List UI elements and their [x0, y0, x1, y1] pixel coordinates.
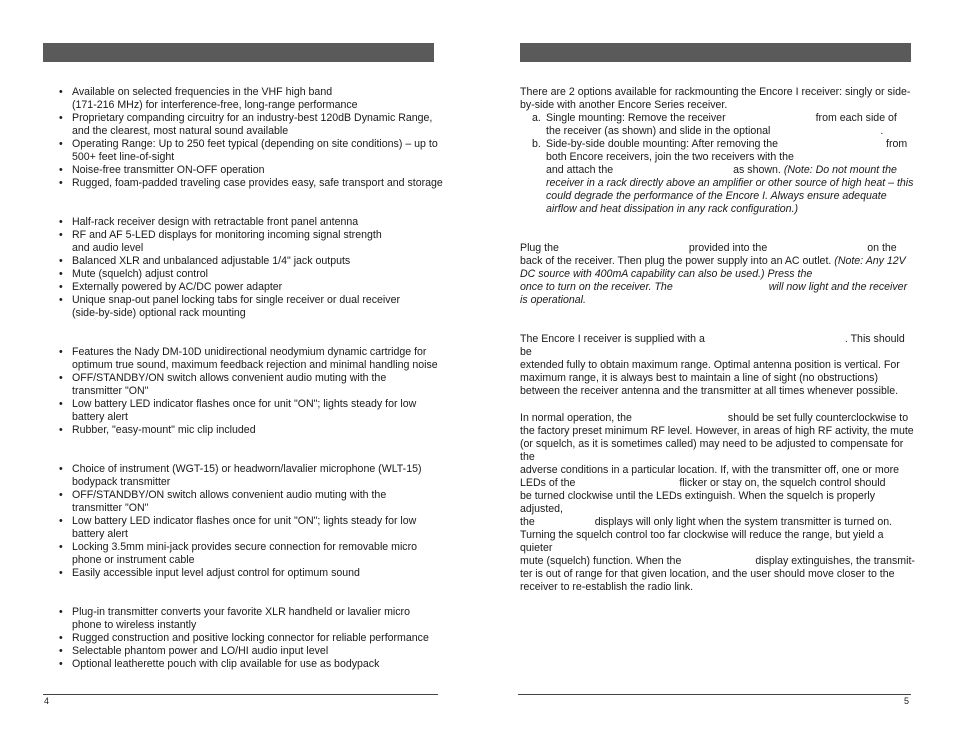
feature-bullet — [58, 606, 448, 632]
feature-bullet-line: and audio level — [72, 242, 144, 254]
feature-bullet-line: • Available on selected frequencies in the VHF high band — [72, 86, 333, 98]
feature-bullet-line: • Operating Range: Up to 250 feet typical (depending on site conditions) – up to — [72, 138, 438, 150]
feature-bullet — [58, 515, 448, 541]
feature-bullet — [58, 216, 448, 229]
feature-group-handheld — [58, 346, 448, 437]
feature-bullet — [58, 164, 448, 177]
left-feature-groups — [58, 86, 448, 671]
feature-bullet — [58, 632, 448, 645]
feature-group-bodypack — [58, 463, 448, 580]
feature-bullet-line: • Noise-free transmitter ON-OFF operation — [72, 164, 265, 176]
feature-bullet-line: • Half-rack receiver design with retractable front panel antenna — [72, 216, 359, 228]
feature-bullet-line: • Rubber, "easy-mount" mic clip included — [72, 424, 256, 436]
rackmount-option-b: b. Side-by-side double mounting: After removing the from both Encore receivers, join the two receivers with the and attach the as shown. (Note: Do not mount the receiver in a rack directly above an amplifier or other source of high heat – this could degrade the performance of the Encore I. Always ensure adequate airflow and heat dissipation in any rack configuration.) — [532, 138, 914, 215]
feature-bullet-line: transmitter "ON" — [72, 502, 149, 514]
feature-bullet — [58, 346, 448, 372]
feature-bullet — [58, 398, 448, 424]
feature-bullet-line: • Balanced XLR and unbalanced adjustable 1/4" jack outputs — [72, 255, 351, 267]
right-footer-rule — [518, 694, 911, 695]
feature-bullet-line: bodypack transmitter — [72, 476, 171, 488]
feature-bullet-line: 500+ feet line-of-sight — [72, 151, 175, 163]
rackmount-intro-line: by-side with another Encore Series receiver. — [520, 99, 728, 111]
feature-bullet — [58, 463, 448, 489]
feature-group-receiver — [58, 216, 448, 320]
feature-bullet-line: • Proprietary companding circuitry for an industry-best 120dB Dynamic Range, — [72, 112, 433, 124]
feature-bullet — [58, 541, 448, 567]
feature-bullet — [58, 294, 448, 320]
feature-bullet-line: • OFF/STANDBY/ON switch allows convenient audio muting with the — [72, 489, 387, 501]
antenna-section: The Encore I receiver is supplied with a . This should be extended fully to obtain maximum range. Optimal antenna position is vertical. For maximum range, it is always best to maintain a line of sight (no obstructions) between the receiver antenna and the transmitter at all times whenever possible. — [520, 333, 905, 397]
feature-bullet-line: transmitter "ON" — [72, 385, 149, 397]
feature-bullet-line: • Features the Nady DM-10D unidirectional neodymium dynamic cartridge for — [72, 346, 427, 358]
rackmount-intro-line: There are 2 options available for rackmounting the Encore I receiver: singly or side- — [520, 86, 911, 98]
right-page-number: 5 — [904, 696, 910, 706]
feature-bullet-line: • Optional leatherette pouch with clip available for use as bodypack — [72, 658, 380, 670]
feature-bullet — [58, 372, 448, 398]
feature-bullet-line: battery alert — [72, 528, 128, 540]
left-page-number: 4 — [44, 696, 50, 706]
feature-bullet — [58, 255, 448, 268]
feature-group-plugin — [58, 606, 448, 671]
feature-bullet — [58, 177, 448, 190]
feature-group-receiver-system — [58, 86, 448, 190]
feature-bullet-line: phone or instrument cable — [72, 554, 195, 566]
feature-bullet-line: • Plug-in transmitter converts your favorite XLR handheld or lavalier micro — [72, 606, 410, 618]
feature-bullet-line: and the clearest, most natural sound available — [72, 125, 289, 137]
feature-bullet-line: phone to wireless instantly — [72, 619, 197, 631]
feature-bullet — [58, 645, 448, 658]
feature-bullet-line: • Easily accessible input level adjust control for optimum sound — [72, 567, 360, 579]
rackmount-option-a: a. Single mounting: Remove the receiver from each side of the receiver (as shown) and slide in the optional . — [532, 112, 897, 137]
left-footer-rule — [43, 694, 438, 695]
rackmount-section — [520, 86, 915, 216]
feature-bullet — [58, 138, 448, 164]
feature-bullet-line: • OFF/STANDBY/ON switch allows convenient audio muting with the — [72, 372, 387, 384]
feature-bullet — [58, 112, 448, 138]
feature-bullet-line: (171-216 MHz) for interference-free, long-range performance — [72, 99, 358, 111]
feature-bullet-line: • Choice of instrument (WGT-15) or headworn/lavalier microphone (WLT-15) — [72, 463, 422, 475]
feature-bullet — [58, 281, 448, 294]
feature-bullet — [58, 489, 448, 515]
feature-bullet-line: (side-by-side) optional rack mounting — [72, 307, 246, 319]
power-section: Plug the provided into the on the back of the receiver. Then plug the power supply into an AC outlet. (Note: Any 12V DC source with 400mA capability can also be used.) Press the once to turn on the receiver. The will now light and the receiver is operational. — [520, 242, 908, 306]
feature-bullet — [58, 86, 448, 112]
feature-bullet — [58, 229, 448, 255]
feature-bullet-line: • Selectable phantom power and LO/HI audio input level — [72, 645, 329, 657]
feature-bullet-line: battery alert — [72, 411, 128, 423]
feature-bullet-line: • Rugged construction and positive locking connector for reliable performance — [72, 632, 429, 644]
left-header-bar — [43, 43, 434, 62]
feature-bullet — [58, 424, 448, 437]
feature-bullet — [58, 268, 448, 281]
feature-bullet-line: optimum true sound, maximum feedback rejection and minimal handling noise — [72, 359, 438, 371]
feature-bullet-line: • Unique snap-out panel locking tabs for single receiver or dual receiver — [72, 294, 400, 306]
feature-bullet-line: • Low battery LED indicator flashes once for unit "ON"; lights steady for low — [72, 398, 417, 410]
feature-bullet — [58, 567, 448, 580]
squelch-section: In normal operation, the should be set fully counterclockwise to the factory preset minimum RF level. However, in areas of high RF activity, the mute (or squelch, as it is sometimes called) may need to be adjusted to compensate for the adverse conditions in a particular location. If, with the transmitter off, one or more LEDs of the flicker or stay on, the squelch control should be turned clockwise until the LEDs extinguish. When the squelch is properly adjusted, the displays will only light when the system transmitter is turned on. Turning the squelch control too far clockwise will reduce the range, but yield a quieter mute (squelch) function. When the display extinguishes, the transmit- ter is out of range for that given location, and the user should move closer to the receiver to re-establish the radio link. — [520, 412, 915, 593]
feature-bullet-line: • Locking 3.5mm mini-jack provides secure connection for removable micro — [72, 541, 418, 553]
feature-bullet-line: • Low battery LED indicator flashes once for unit "ON"; lights steady for low — [72, 515, 417, 527]
feature-bullet-line: • RF and AF 5-LED displays for monitoring incoming signal strength — [72, 229, 382, 241]
feature-bullet-line: • Mute (squelch) adjust control — [72, 268, 209, 280]
feature-bullet-line: • Rugged, foam-padded traveling case provides easy, safe transport and storage — [72, 177, 443, 189]
feature-bullet-line: • Externally powered by AC/DC power adapter — [72, 281, 283, 293]
feature-bullet — [58, 658, 448, 671]
right-header-bar — [520, 43, 911, 62]
